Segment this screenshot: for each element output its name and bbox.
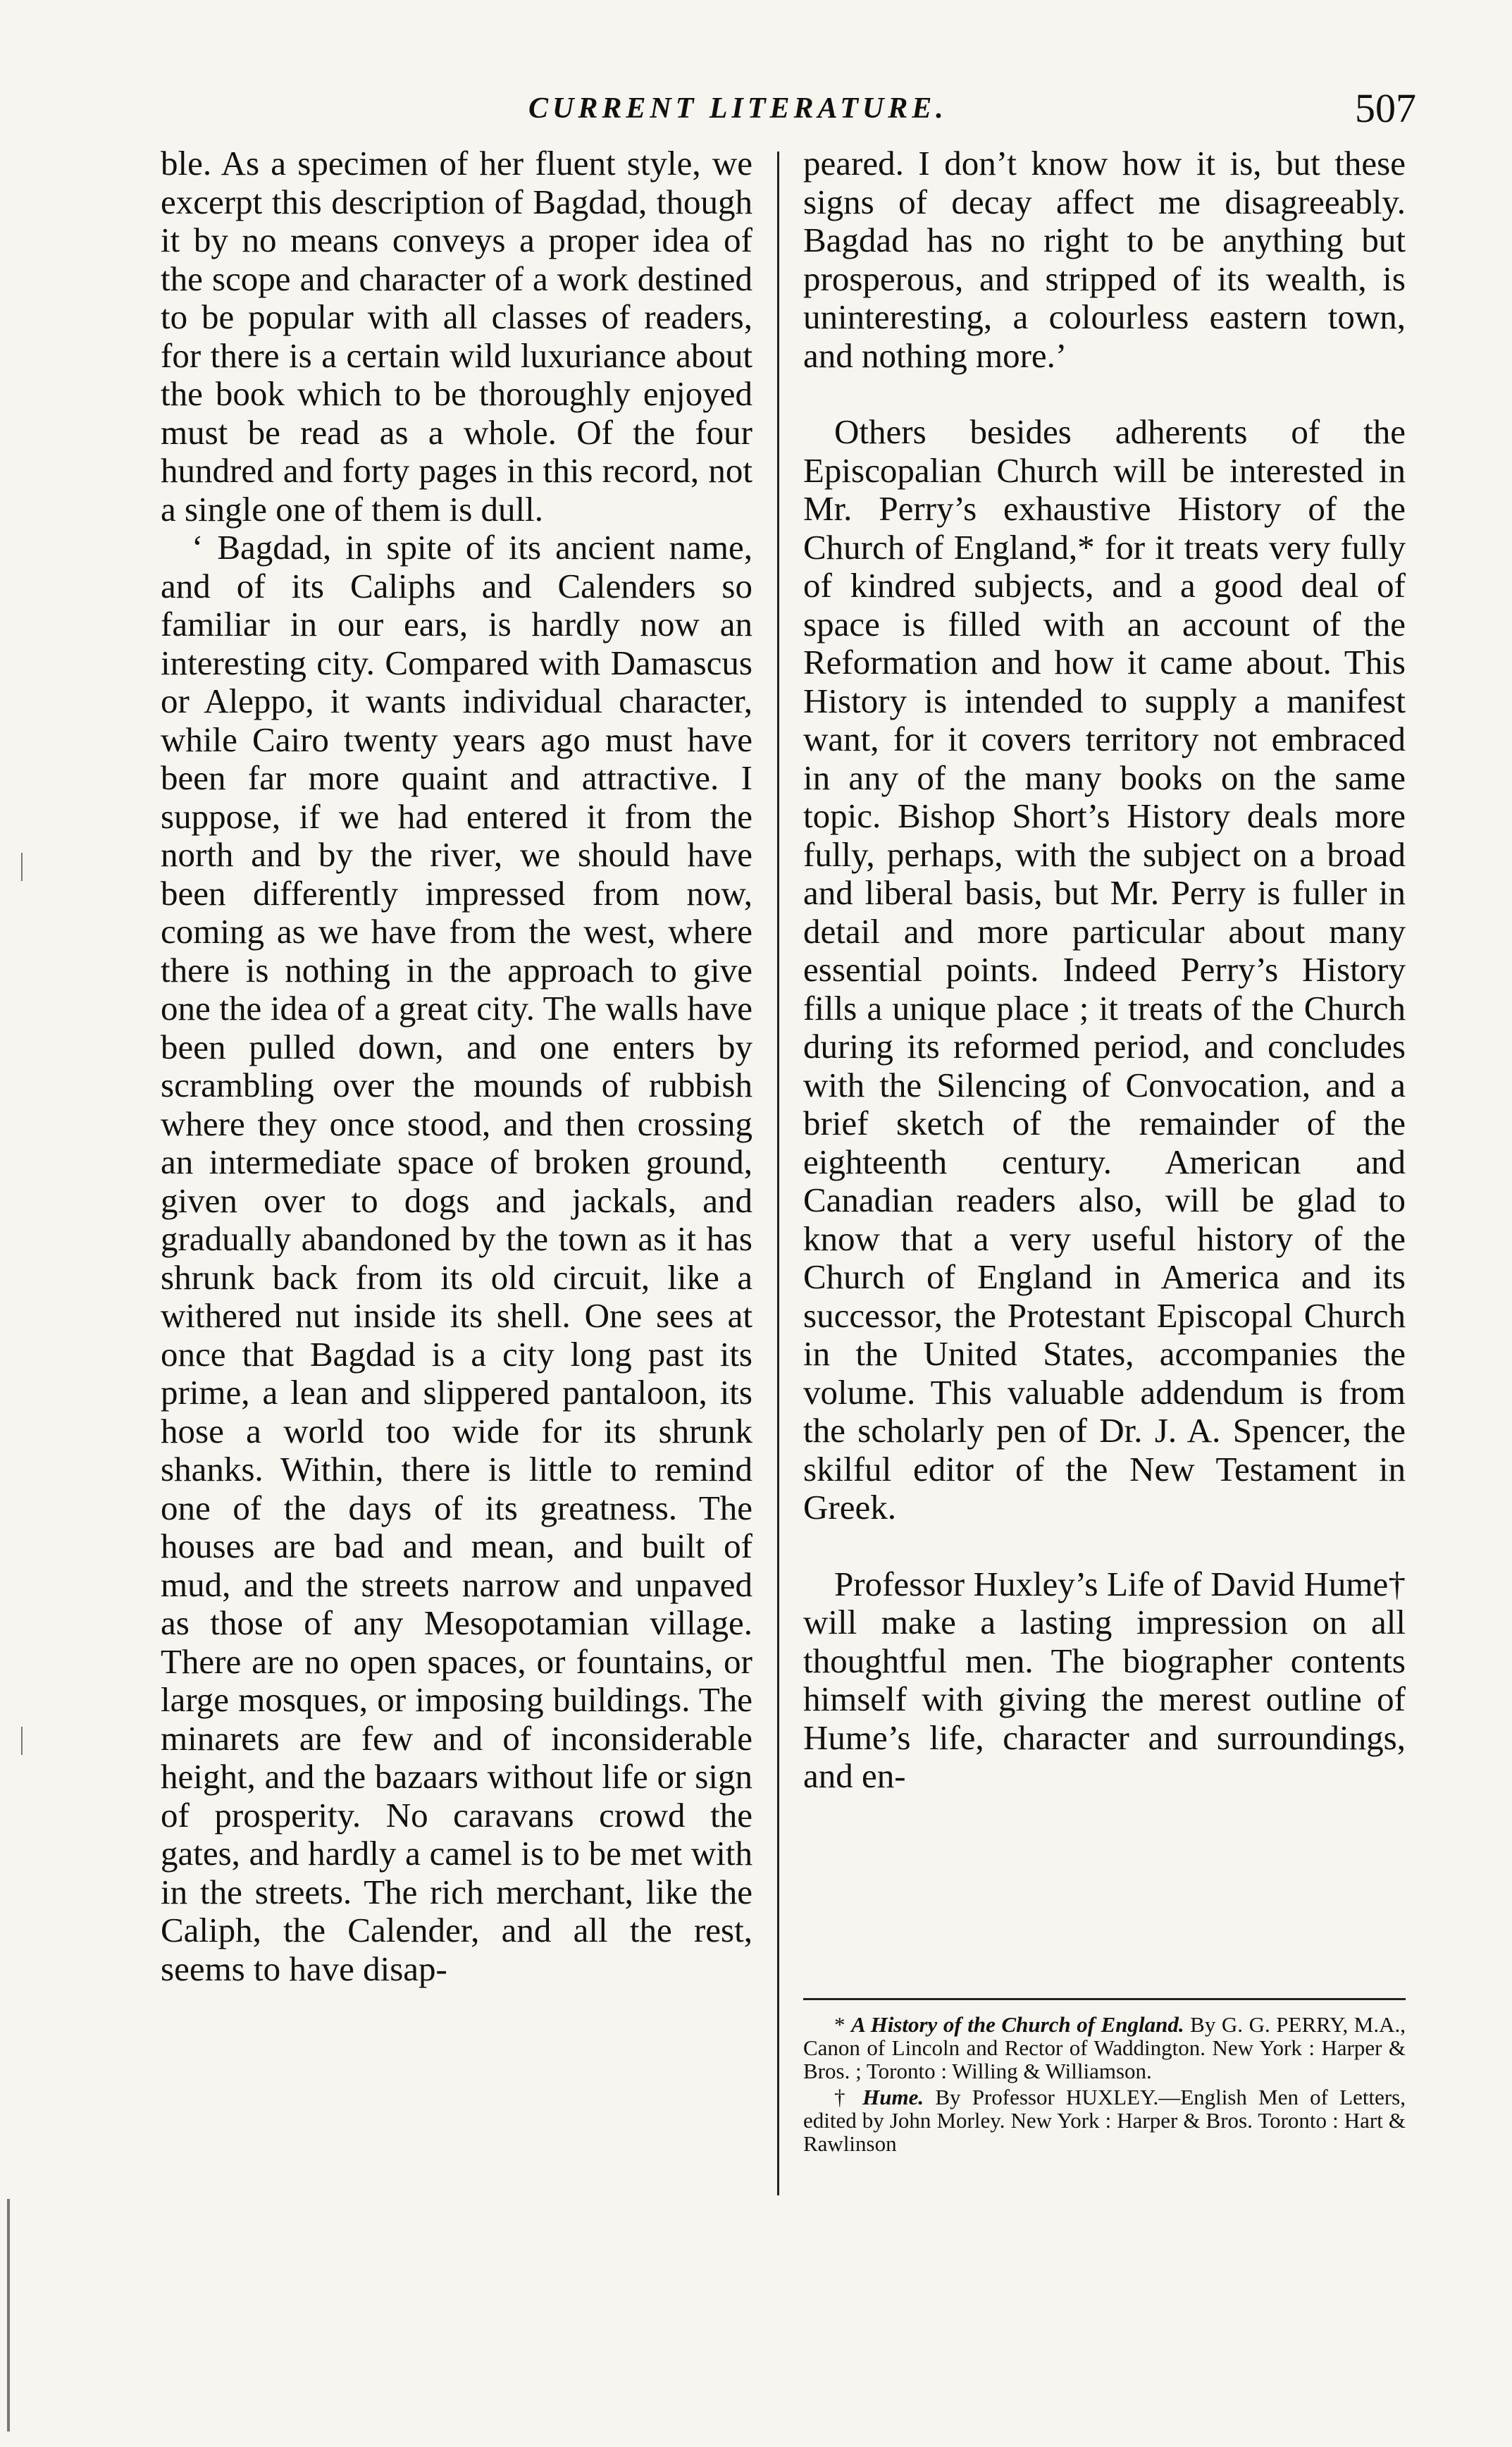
footnote-2 (803, 2085, 1406, 2155)
left-paragraph-2: ‘ Bagdad, in spite of its ancient name, and of its Caliphs and Calenders so familiar in our ears, is hardly now an interesting city. Compared with Damascus or Aleppo, it wants individual character, while Cairo twenty years ago must have been far more quaint and attractive. I suppose, if we had entered it from the north and by the river, we should have been differently impressed from now, coming as we have from the west, where there is nothing in the approach to give one the idea of a great city. The walls have been pulled down, and one enters by scrambling over the mounds of rubbish where they once stood, and then crossing an intermediate space of broken ground, given over to dogs and jackals, and gradually abandoned by the town as it has shrunk back from its old circuit, like a withered nut inside its shell. One sees at once that Bagdad is a city long past its prime, a lean and slippered pantaloon, its hose a world too wide for its shrunk shanks. Within, there is little to remind one of the days of its greatness. The houses are bad and mean, and built of mud, and the streets narrow and unpaved as those of any Mesopotamian village. There are no open spaces, or fountains, or large mosques, or imposing buildings. The minarets are few and of inconsiderable height, and the bazaars without life or sign of prosperity. No caravans crowd the gates, and hardly a camel is to be met with in the streets. The rich merchant, like the Caliph, the Calender, and all the rest, seems to have disap- (161, 528, 752, 1988)
right-paragraph-1: peared. I don’t know how it is, but these signs of decay affect me disagreeably. Bagdad has no right to be anything but prosperous, and stripped of its wealth, is uninteresting, a colourless eastern town, and nothing more.’ (803, 144, 1406, 375)
footnote-2-text: By Professor HUXLEY.—English Men of Letters, edited by John Morley. New York : Harper & Bros. Toronto : Hart & Rawlinson (803, 2085, 1406, 2156)
left-paragraph-1: ble. As a specimen of her fluent style, we excerpt this description of Bagdad, though it by no means conveys a proper idea of the scope and character of a work destined to be popular with all classes of readers, for there is a certain wild luxuriance about the book which to be thoroughly enjoyed must be read as a whole. Of the four hundred and forty pages in this record, not a single one of them is dull. (161, 144, 752, 529)
column-divider (777, 152, 779, 2195)
running-head: CURRENT LITERATURE. (528, 92, 948, 125)
footnote-1-title: A History of the Church of England. (851, 2012, 1184, 2037)
footnote-2-mark: † (834, 2085, 863, 2109)
left-column (161, 144, 752, 1988)
footnote-rule (803, 1998, 1406, 2000)
page-number: 507 (1355, 85, 1416, 131)
right-column (803, 144, 1406, 1796)
page-header (162, 85, 1416, 141)
footnote-1-mark: * (834, 2012, 852, 2037)
footnotes (803, 1998, 1406, 2158)
footnote-1 (803, 2013, 1406, 2083)
margin-tick (21, 853, 23, 881)
margin-tick (21, 1727, 23, 1755)
footnote-1-text: By G. G. PERRY, M.A., Canon of Lincoln and Rector of Waddington. New York : Harper & Bros. ; Toronto : Willing & Williamson. (803, 2012, 1406, 2083)
right-paragraph-3: Professor Huxley’s Life of David Hume† will make a lasting impression on all thoughtful men. The biographer contents himself with giving the merest outline of Hume’s life, character and surroundings, and en- (803, 1564, 1406, 1795)
binding-edge-mark (7, 2199, 10, 2431)
footnote-2-title: Hume. (862, 2085, 924, 2109)
right-paragraph-2: Others besides adherents of the Episcopalian Church will be interested in Mr. Perry’s exhaustive History of the Church of England,* for it treats very fully of kindred subjects, and a good deal of space is filled with an account of the Reformation and how it came about. This History is intended to supply a manifest want, for it covers territory not embraced in any of the many books on the same topic. Bishop Short’s History deals more fully, perhaps, with the subject on a broad and liberal basis, but Mr. Perry is fuller in detail and more particular about many essential points. Indeed Perry’s History fills a unique place ; it treats of the Church during its reformed period, and concludes with the Silencing of Convocation, and a brief sketch of the remainder of the eighteenth century. American and Canadian readers also, will be glad to know that a very useful history of the Church of England in America and its successor, the Protestant Episcopal Church in the United States, accompanies the volume. This valuable addendum is from the scholarly pen of Dr. J. A. Spencer, the skilful editor of the New Testament in Greek. (803, 412, 1406, 1527)
